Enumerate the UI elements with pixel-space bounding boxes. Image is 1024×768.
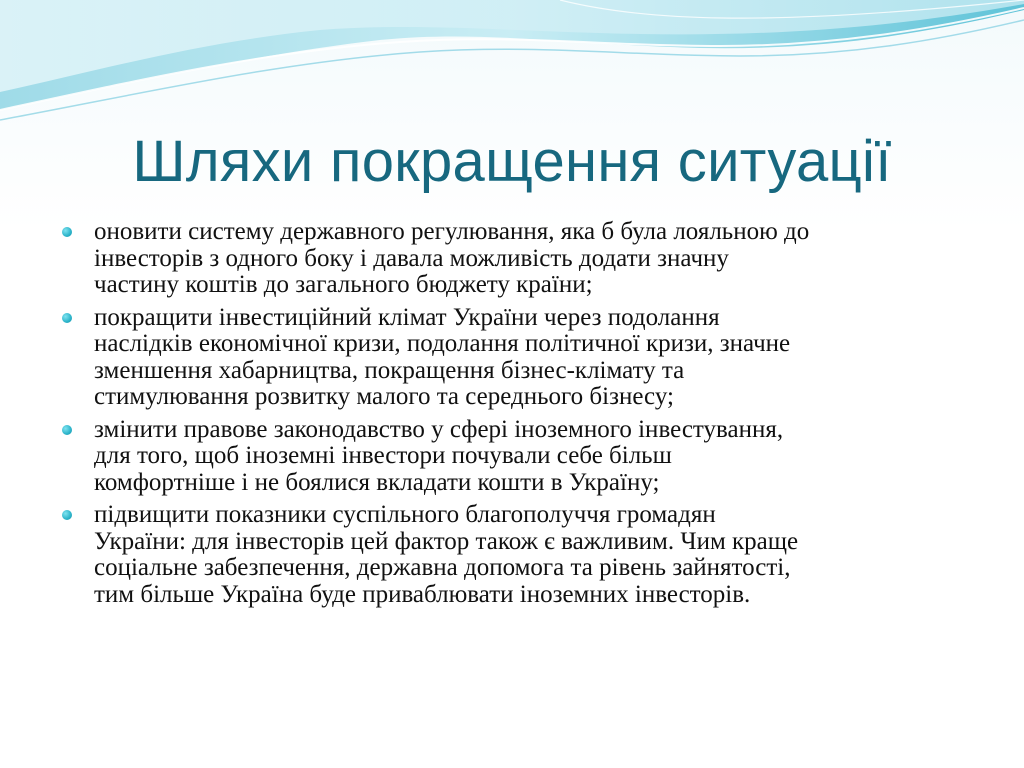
bullet-text-line: інвесторів з одного боку і давала можливість додати значну xyxy=(94,244,729,272)
bullet-text-line: частину коштів до загального бюджету країни; xyxy=(94,271,593,298)
bullet-item xyxy=(62,305,962,411)
bullet-dot-icon xyxy=(62,313,72,323)
bullet-text-line: для того, щоб іноземні інвестори почували себе більш xyxy=(94,442,672,469)
bullet-text-line: оновити систему державного регулювання, яка б була лояльною до xyxy=(94,218,810,245)
bullet-text-line: стимулювання розвитку малого та середнього бізнесу; xyxy=(94,383,674,410)
bullet-text-line: тим більше Україна буде приваблювати іноземних інвесторів. xyxy=(94,580,751,608)
bullet-text-line: наслідків економічної кризи, подолання політичної кризи, значне xyxy=(94,330,791,357)
bullet-text-line: України: для інвесторів цей фактор також є важливим. Чим краще xyxy=(94,527,799,555)
bullet-text-line: підвищити показники суспільного благополуччя громадян xyxy=(94,501,716,528)
bullet-text-line: комфортніше і не боялися вкладати кошти в Україну; xyxy=(94,468,660,496)
slide-title: Шляхи покращення ситуації xyxy=(132,129,892,194)
bullet-dot-icon xyxy=(62,510,72,520)
bullet-item xyxy=(62,502,962,608)
bullet-list xyxy=(62,219,962,614)
bullet-text-line: соціальне забезпечення, державна допомога та рівень зайнятості, xyxy=(94,554,791,581)
header-wave-decoration xyxy=(0,0,1024,130)
bullet-item xyxy=(62,417,962,497)
bullet-text-line: покращити інвестиційний клімат України через подолання xyxy=(94,303,720,331)
bullet-text-line: зменшення хабарництва, покращення бізнес-клімату та xyxy=(94,356,685,384)
bullet-dot-icon xyxy=(62,227,72,237)
bullet-item xyxy=(62,219,962,299)
bullet-dot-icon xyxy=(62,425,72,435)
bullet-text-line: змінити правове законодавство у сфері іноземного інвестування, xyxy=(94,415,784,443)
